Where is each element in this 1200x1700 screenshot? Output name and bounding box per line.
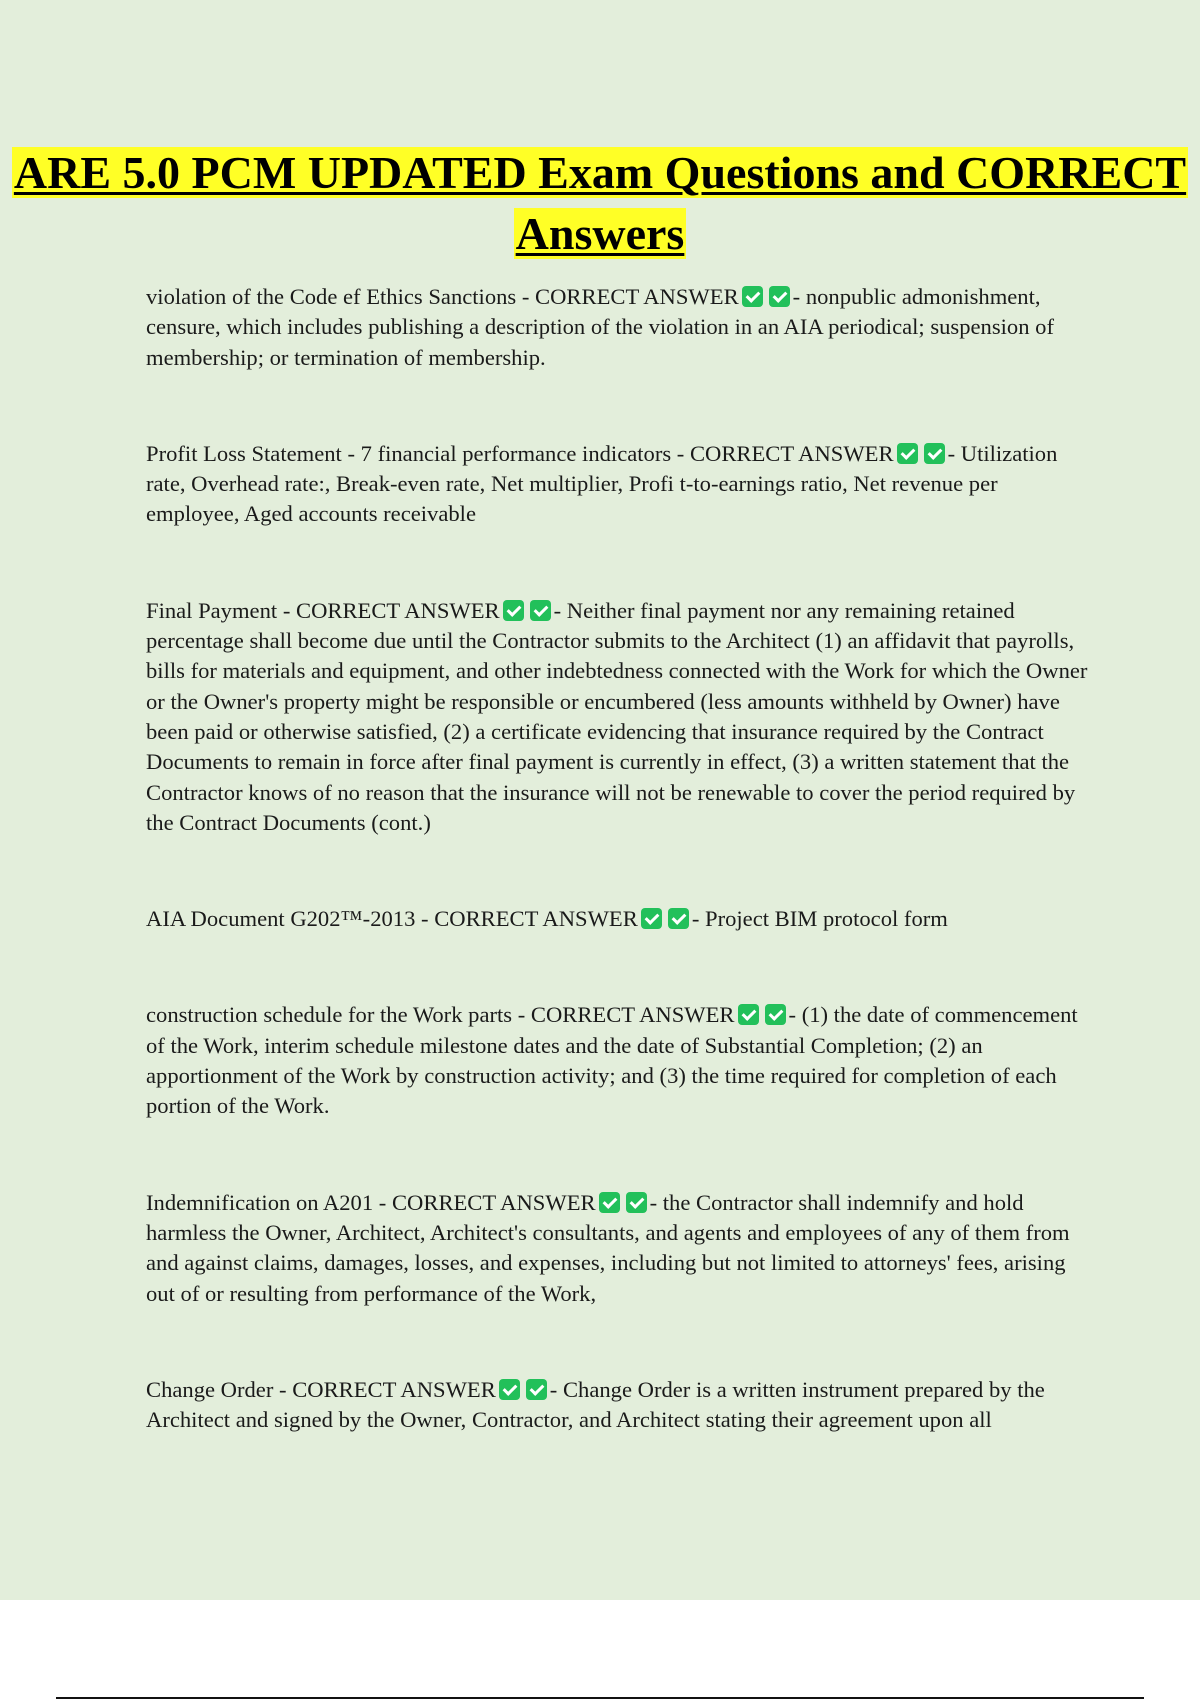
answer-marker: CORRECT ANSWER — [689, 440, 894, 466]
question-text: Profit Loss Statement - 7 financial performance indicators — [146, 440, 672, 466]
answer-text: Neither final payment nor any remaining retained percentage shall become due until the Contractor submits to the Architect (1) an affidavit that payrolls, bills for materials and equipment, and other indebtedness connected with the Work for which the Owner or the Owner's property might be responsible or encumbered (less amounts withheld by Owner) have been paid or otherwise satisfied, (2) a certificate evidencing that insurance required by the Contract Documents to remain in force after final payment is currently in effect, (3) a written statement that the Contractor knows of no reason that the insurance will not be renewable to cover the period required by the Contract Documents (cont.) — [146, 597, 1088, 835]
qa-item: construction schedule for the Work parts - CORRECT ANSWER - (1) the date of commencement of the Work, interim schedule milestone dates and the date of Substantial Completion; (2) an apportionment of the Work by construction activity; and (3) the time required for completion of each portion of the Work. — [146, 1002, 1078, 1119]
check-icon — [526, 1379, 547, 1400]
answer-text: Utilization rate, Overhead rate:, Break-even rate, Net multiplier, Profi t-to-earnings ratio, Net revenue per employee, Aged accounts receivable — [146, 440, 1058, 527]
check-icon — [769, 286, 790, 307]
answer-marker: CORRECT ANSWER — [530, 1002, 735, 1028]
answer-marker: CORRECT ANSWER — [434, 906, 638, 932]
qa-item: violation of the Code ef Ethics Sanctions - CORRECT ANSWER - nonpublic admonishment, censure, which includes publishing a description of the violation in an AIA periodical; suspension of membership; or termination of membership. — [146, 284, 1054, 370]
qa-item: AIA Document G202™-2013 - CORRECT ANSWER - Project BIM protocol form — [146, 906, 948, 932]
answer-text: (1) the date of commencement of the Work, interim schedule milestone dates and the date of Substantial Completion; (2) an apportionment of the Work by construction activity; and (3) the time required for completion of each portion of the Work. — [146, 1002, 1078, 1119]
title-block — [0, 142, 1200, 264]
question-text: Change Order — [146, 1376, 274, 1402]
question-text: Indemnification on A201 — [146, 1189, 374, 1215]
check-icon — [924, 443, 945, 464]
qa-item: Profit Loss Statement - 7 financial performance indicators - CORRECT ANSWER - Utilization rate, Overhead rate:, Break-even rate, Net multiplier, Profi t-to-earnings ratio, Net revenue per employee, Aged accounts receivable — [146, 440, 1058, 527]
check-icon — [530, 600, 551, 621]
qa-item: Change Order - CORRECT ANSWER - Change Order is a written instrument prepared by the Architect and signed by the Owner, Contractor, and Architect stating their agreement upon all — [146, 1376, 1045, 1433]
answer-marker: CORRECT ANSWER — [535, 284, 739, 309]
question-text: Final Payment — [146, 597, 278, 623]
check-icon — [626, 1192, 647, 1213]
answer-text: Change Order is a written instrument prepared by the Architect and signed by the Owner, Contractor, and Architect stating their agreement upon all — [146, 1376, 1045, 1433]
question-text: AIA Document G202™-2013 — [146, 906, 416, 932]
check-icon — [742, 286, 763, 307]
question-text: violation of the Code ef Ethics Sanctions — [146, 284, 517, 309]
check-icon — [897, 443, 918, 464]
check-icon — [641, 908, 662, 929]
check-icon — [765, 1004, 786, 1025]
footer-divider — [56, 1697, 1144, 1699]
check-icon — [503, 600, 524, 621]
qa-item: Indemnification on A201 - CORRECT ANSWER - the Contractor shall indemnify and hold harmless the Owner, Architect, Architect's consultants, and agents and employees of any of them from and against claims, damages, losses, and expenses, including but not limited to attorneys' fees, arising out of or resulting from performance of the Work, — [146, 1189, 1070, 1306]
qa-item: Final Payment - CORRECT ANSWER - Neither final payment nor any remaining retained percentage shall become due until the Contractor submits to the Architect (1) an affidavit that payrolls, bills for materials and equipment, and other indebtedness connected with the Work for which the Owner or the Owner's property might be responsible or encumbered (less amounts withheld by Owner) have been paid or otherwise satisfied, (2) a certificate evidencing that insurance required by the Contract Documents to remain in force after final payment is currently in effect, (3) a written statement that the Contractor knows of no reason that the insurance will not be renewable to cover the period required by the Contract Documents (cont.) — [146, 597, 1088, 835]
document-title: ARE 5.0 PCM UPDATED Exam Questions and CORRECT Answers — [13, 147, 1187, 259]
check-icon — [668, 908, 689, 929]
answer-marker: CORRECT ANSWER — [391, 1189, 596, 1215]
answer-text: the Contractor shall indemnify and hold harmless the Owner, Architect, Architect's consultants, and agents and employees of any of them from and against claims, damages, losses, and expenses, including but not limited to attorneys' fees, arising out of or resulting from performance of the Work, — [146, 1189, 1070, 1306]
qa-list — [146, 282, 1096, 1435]
question-text: construction schedule for the Work parts — [146, 1002, 513, 1028]
answer-marker: CORRECT ANSWER — [296, 597, 500, 623]
answer-text: nonpublic admonishment, censure, which includes publishing a description of the violation in an AIA periodical; suspension of membership; or termination of membership. — [146, 284, 1054, 370]
answer-text: Project BIM protocol form — [705, 906, 948, 932]
check-icon — [499, 1379, 520, 1400]
check-icon — [599, 1192, 620, 1213]
check-icon — [738, 1004, 759, 1025]
answer-marker: CORRECT ANSWER — [292, 1376, 496, 1402]
